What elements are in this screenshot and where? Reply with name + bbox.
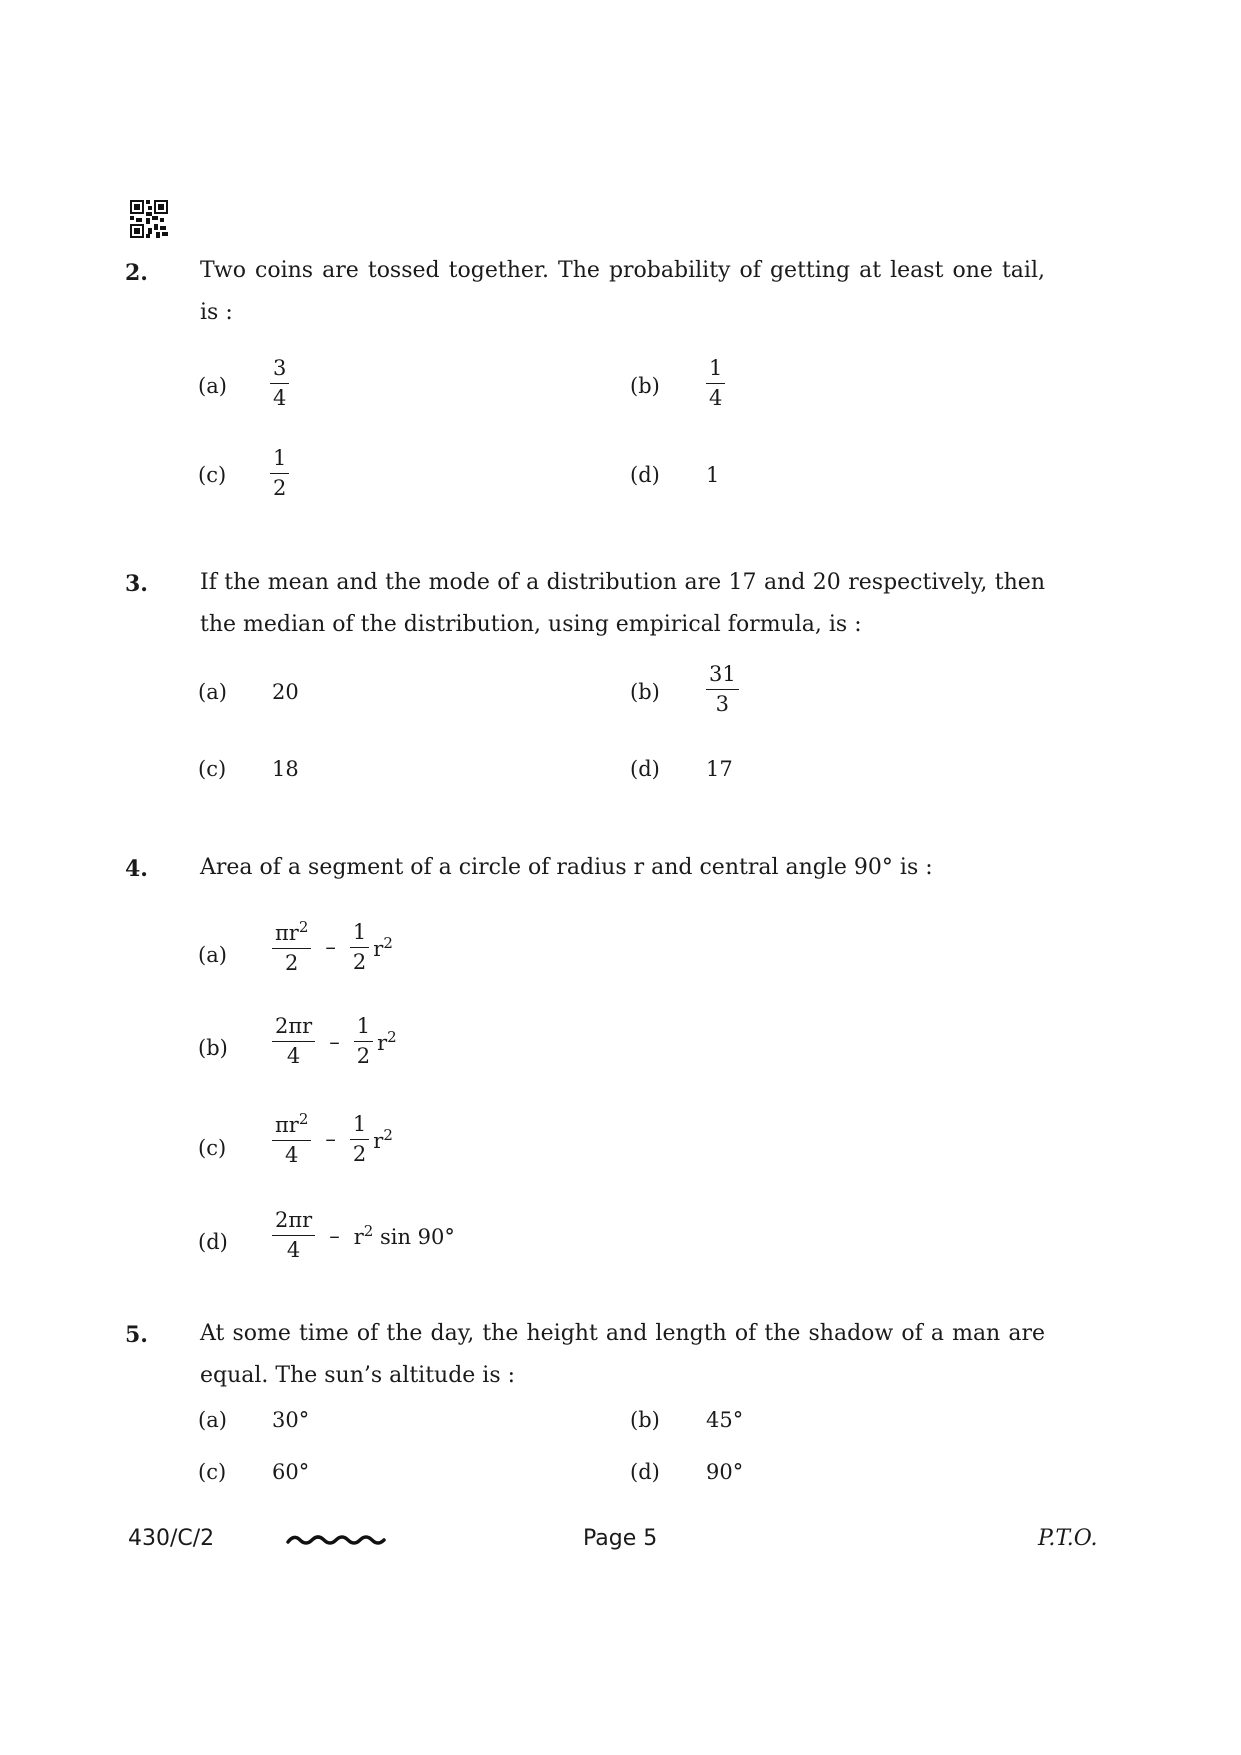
q5-option-d-label: (d) — [630, 1460, 660, 1484]
q2-option-c-label: (c) — [198, 463, 227, 487]
q5-option-d-value: 90° — [706, 1460, 744, 1484]
q3-option-a-value: 20 — [272, 680, 299, 704]
question-5-text: At some time of the day, the height and length of the shadow of a man are equal. The sun’s altitude is : — [200, 1321, 1045, 1388]
question-2-text: Two coins are tossed together. The probability of getting at least one tail, is : — [200, 258, 1045, 325]
q2-option-c-value: $\frac{1}{2}$ — [270, 448, 289, 499]
q2-option-d-label: (d) — [630, 463, 660, 487]
question-3-text: If the mean and the mode of a distribution are 17 and 20 respectively, then the median of the distribution, using empirical formula, is : — [200, 570, 1045, 637]
q4-option-b-label: (b) — [198, 1036, 228, 1060]
q4-option-d-value: $\frac{2\pi r}{4}$ – $r^2$ sin 90° — [272, 1210, 455, 1261]
q5-option-a-label: (a) — [198, 1408, 227, 1432]
question-5-number: 5. — [125, 1322, 148, 1348]
q3-option-d-value: 17 — [706, 757, 733, 781]
q5-option-c-value: 60° — [272, 1460, 310, 1484]
q4-option-a-label: (a) — [198, 943, 227, 967]
q2-option-a-label: (a) — [198, 374, 227, 398]
wave-ornament-icon — [286, 1532, 386, 1548]
q3-option-c-label: (c) — [198, 757, 227, 781]
q3-option-c-value: 18 — [272, 757, 299, 781]
qr-code-icon — [130, 200, 168, 238]
page-number: Page 5 — [583, 1526, 658, 1551]
q2-option-b-label: (b) — [630, 374, 660, 398]
q4-option-c-value: $\frac{\pi r^2}{4}$ – $\frac{1}{2}$ $r^2$ — [272, 1112, 393, 1166]
q4-option-d-label: (d) — [198, 1230, 228, 1254]
q2-option-b-value: $\frac{1}{4}$ — [706, 358, 725, 409]
q4-option-a-value: $\frac{\pi r^2}{2}$ – $\frac{1}{2}$ $r^2$ — [272, 920, 393, 974]
question-4-number: 4. — [125, 856, 148, 882]
q3-option-a-label: (a) — [198, 680, 227, 704]
question-4-text: Area of a segment of a circle of radius r and central angle 90° is : — [200, 855, 933, 880]
q5-option-c-label: (c) — [198, 1460, 227, 1484]
q3-option-b-label: (b) — [630, 680, 660, 704]
question-2-number: 2. — [125, 260, 148, 286]
q3-option-b-value: $\frac{31}{3}$ — [706, 664, 739, 715]
q5-option-b-value: 45° — [706, 1408, 744, 1432]
q2-option-d-value: 1 — [706, 463, 720, 487]
q4-option-b-value: $\frac{2\pi r}{4}$ – $\frac{1}{2}$ $r^2$ — [272, 1016, 397, 1067]
q5-option-a-value: 30° — [272, 1408, 310, 1432]
q3-option-d-label: (d) — [630, 757, 660, 781]
question-3-number: 3. — [125, 571, 148, 597]
q2-option-a-value: $\frac{3}{4}$ — [270, 358, 289, 409]
q4-option-c-label: (c) — [198, 1136, 227, 1160]
pto-label: P.T.O. — [1038, 1526, 1098, 1551]
q5-option-b-label: (b) — [630, 1408, 660, 1432]
paper-code: 430/C/2 — [128, 1526, 215, 1551]
